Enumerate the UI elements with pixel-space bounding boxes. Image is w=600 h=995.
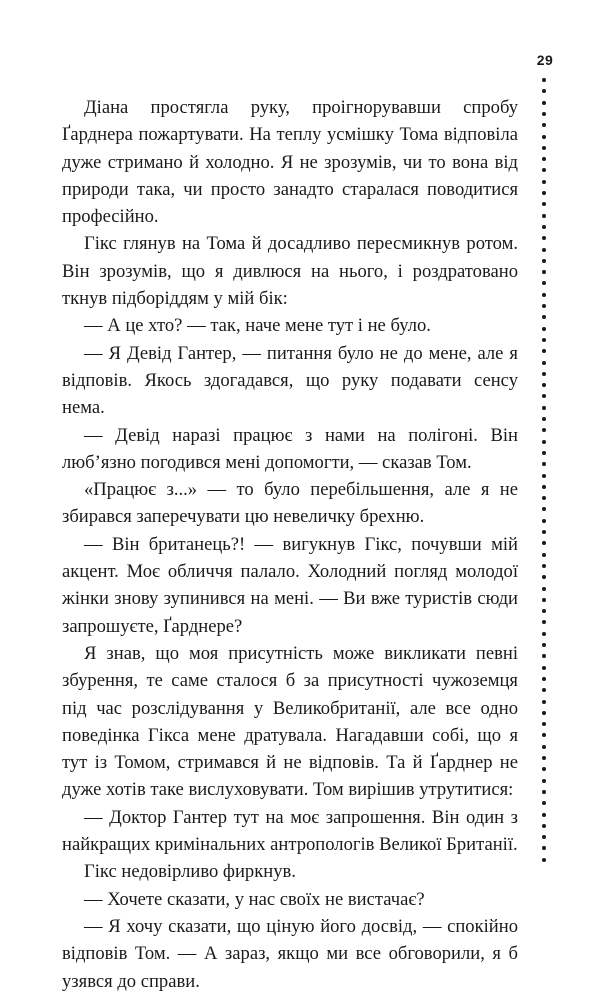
rule-dot <box>542 462 546 466</box>
paragraph: Я знав, що моя присутність може викликати певні збурення, те саме сталося б за присутності чужоземця під час розслідування у Великобританії, але все одно поведінка Гікса мене дратувала. Нагадавши собі, що я тут із Томом, стримався й не відповів. Та й Ґарднер не дуже хотів таке вислуховувати. Том вирішив утрутитися: <box>62 642 518 801</box>
paragraph: Гікс недовірливо фиркнув. <box>84 861 296 883</box>
dotted-margin-rule <box>540 78 548 868</box>
rule-dot <box>542 666 546 670</box>
paragraph: — А це хто? — так, наче мене тут і не було. <box>84 315 431 337</box>
paragraph: — Я Девід Гантер, — питання було не до мене, але я відповів. Якось здогадався, що руку подавати сенсу нема. <box>62 342 518 419</box>
rule-dot <box>542 813 546 817</box>
rule-dot <box>542 496 546 500</box>
rule-dot <box>542 632 546 636</box>
rule-dot <box>542 474 546 478</box>
paragraph: — Він британець?! — вигукнув Гікс, почувши мій акцент. Моє обличчя палало. Холодний погляд молодої жінки знову зупинився на мені. — Ви вже туристів сюди запрошуєте, Ґарднере? <box>62 533 518 637</box>
rule-dot <box>542 394 546 398</box>
rule-dot <box>542 485 546 489</box>
rule-dot <box>542 598 546 602</box>
paragraph: — Я хочу сказати, що ціную його досвід, — спокійно відповів Том. — А зараз, якщо ми все обговорили, я б узявся до справи. <box>62 915 518 992</box>
rule-dot <box>542 78 546 82</box>
rule-dot <box>542 835 546 839</box>
rule-dot <box>542 620 546 624</box>
rule-dot <box>542 564 546 568</box>
rule-dot <box>542 349 546 353</box>
rule-dot <box>542 304 546 308</box>
rule-dot <box>542 587 546 591</box>
paragraph: Гікс глянув на Тома й досадливо пересмикнув ротом. Він зрозумів, що я дивлюся на нього, і роздратовано ткнув підборіддям у мій бік: <box>62 233 518 310</box>
rule-dot <box>542 519 546 523</box>
rule-dot <box>542 338 546 342</box>
rule-dot <box>542 191 546 195</box>
paragraph: «Працює з...» — то було перебільшення, але я не збирався заперечувати цю невеличку брехню. <box>62 479 518 528</box>
rule-dot <box>542 101 546 105</box>
rule-dot <box>542 293 546 297</box>
rule-dot <box>542 507 546 511</box>
rule-dot <box>542 428 546 432</box>
rule-dot <box>542 677 546 681</box>
rule-dot <box>542 281 546 285</box>
rule-dot <box>542 530 546 534</box>
rule-dot <box>542 609 546 613</box>
rule-dot <box>542 745 546 749</box>
rule-dot <box>542 711 546 715</box>
paragraph: Діана простягла руку, проігнорувавши спробу Ґарднера пожартувати. На теплу усмішку Тома відповіла дуже стримано й холодно. Я не зрозумів, чи то вона від природи така, чи просто занадто старалася поводитися професійно. <box>62 97 518 228</box>
rule-dot <box>542 541 546 545</box>
rule-dot <box>542 440 546 444</box>
rule-dot <box>542 575 546 579</box>
rule-dot <box>542 654 546 658</box>
rule-dot <box>542 270 546 274</box>
rule-dot <box>542 824 546 828</box>
rule-dot <box>542 180 546 184</box>
paragraph: — Девід наразі працює з нами на полігоні. Він люб’язно погодився мені допомогти, — сказав Том. <box>62 424 518 473</box>
rule-dot <box>542 553 546 557</box>
rule-dot <box>542 315 546 319</box>
rule-dot <box>542 383 546 387</box>
page-number: 29 <box>536 52 554 68</box>
rule-dot <box>542 168 546 172</box>
body-text <box>62 94 518 995</box>
rule-dot <box>542 756 546 760</box>
rule-dot <box>542 722 546 726</box>
rule-dot <box>542 372 546 376</box>
rule-dot <box>542 406 546 410</box>
rule-dot <box>542 225 546 229</box>
rule-dot <box>542 135 546 139</box>
rule-dot <box>542 643 546 647</box>
rule-dot <box>542 146 546 150</box>
rule-dot <box>542 259 546 263</box>
rule-dot <box>542 858 546 862</box>
rule-dot <box>542 89 546 93</box>
rule-dot <box>542 700 546 704</box>
rule-dot <box>542 112 546 116</box>
rule-dot <box>542 767 546 771</box>
rule-dot <box>542 202 546 206</box>
rule-dot <box>542 779 546 783</box>
rule-dot <box>542 846 546 850</box>
rule-dot <box>542 688 546 692</box>
rule-dot <box>542 733 546 737</box>
rule-dot <box>542 417 546 421</box>
rule-dot <box>542 451 546 455</box>
rule-dot <box>542 123 546 127</box>
rule-dot <box>542 801 546 805</box>
rule-dot <box>542 361 546 365</box>
paragraph: — Доктор Гантер тут на моє запрошення. Він один з найкращих кримінальних антропологів Великої Британії. <box>62 806 518 856</box>
rule-dot <box>542 248 546 252</box>
paragraph: — Хочете сказати, у нас своїх не вистачає? <box>84 888 425 910</box>
rule-dot <box>542 214 546 218</box>
rule-dot <box>542 327 546 331</box>
rule-dot <box>542 790 546 794</box>
rule-dot <box>542 236 546 240</box>
rule-dot <box>542 157 546 161</box>
